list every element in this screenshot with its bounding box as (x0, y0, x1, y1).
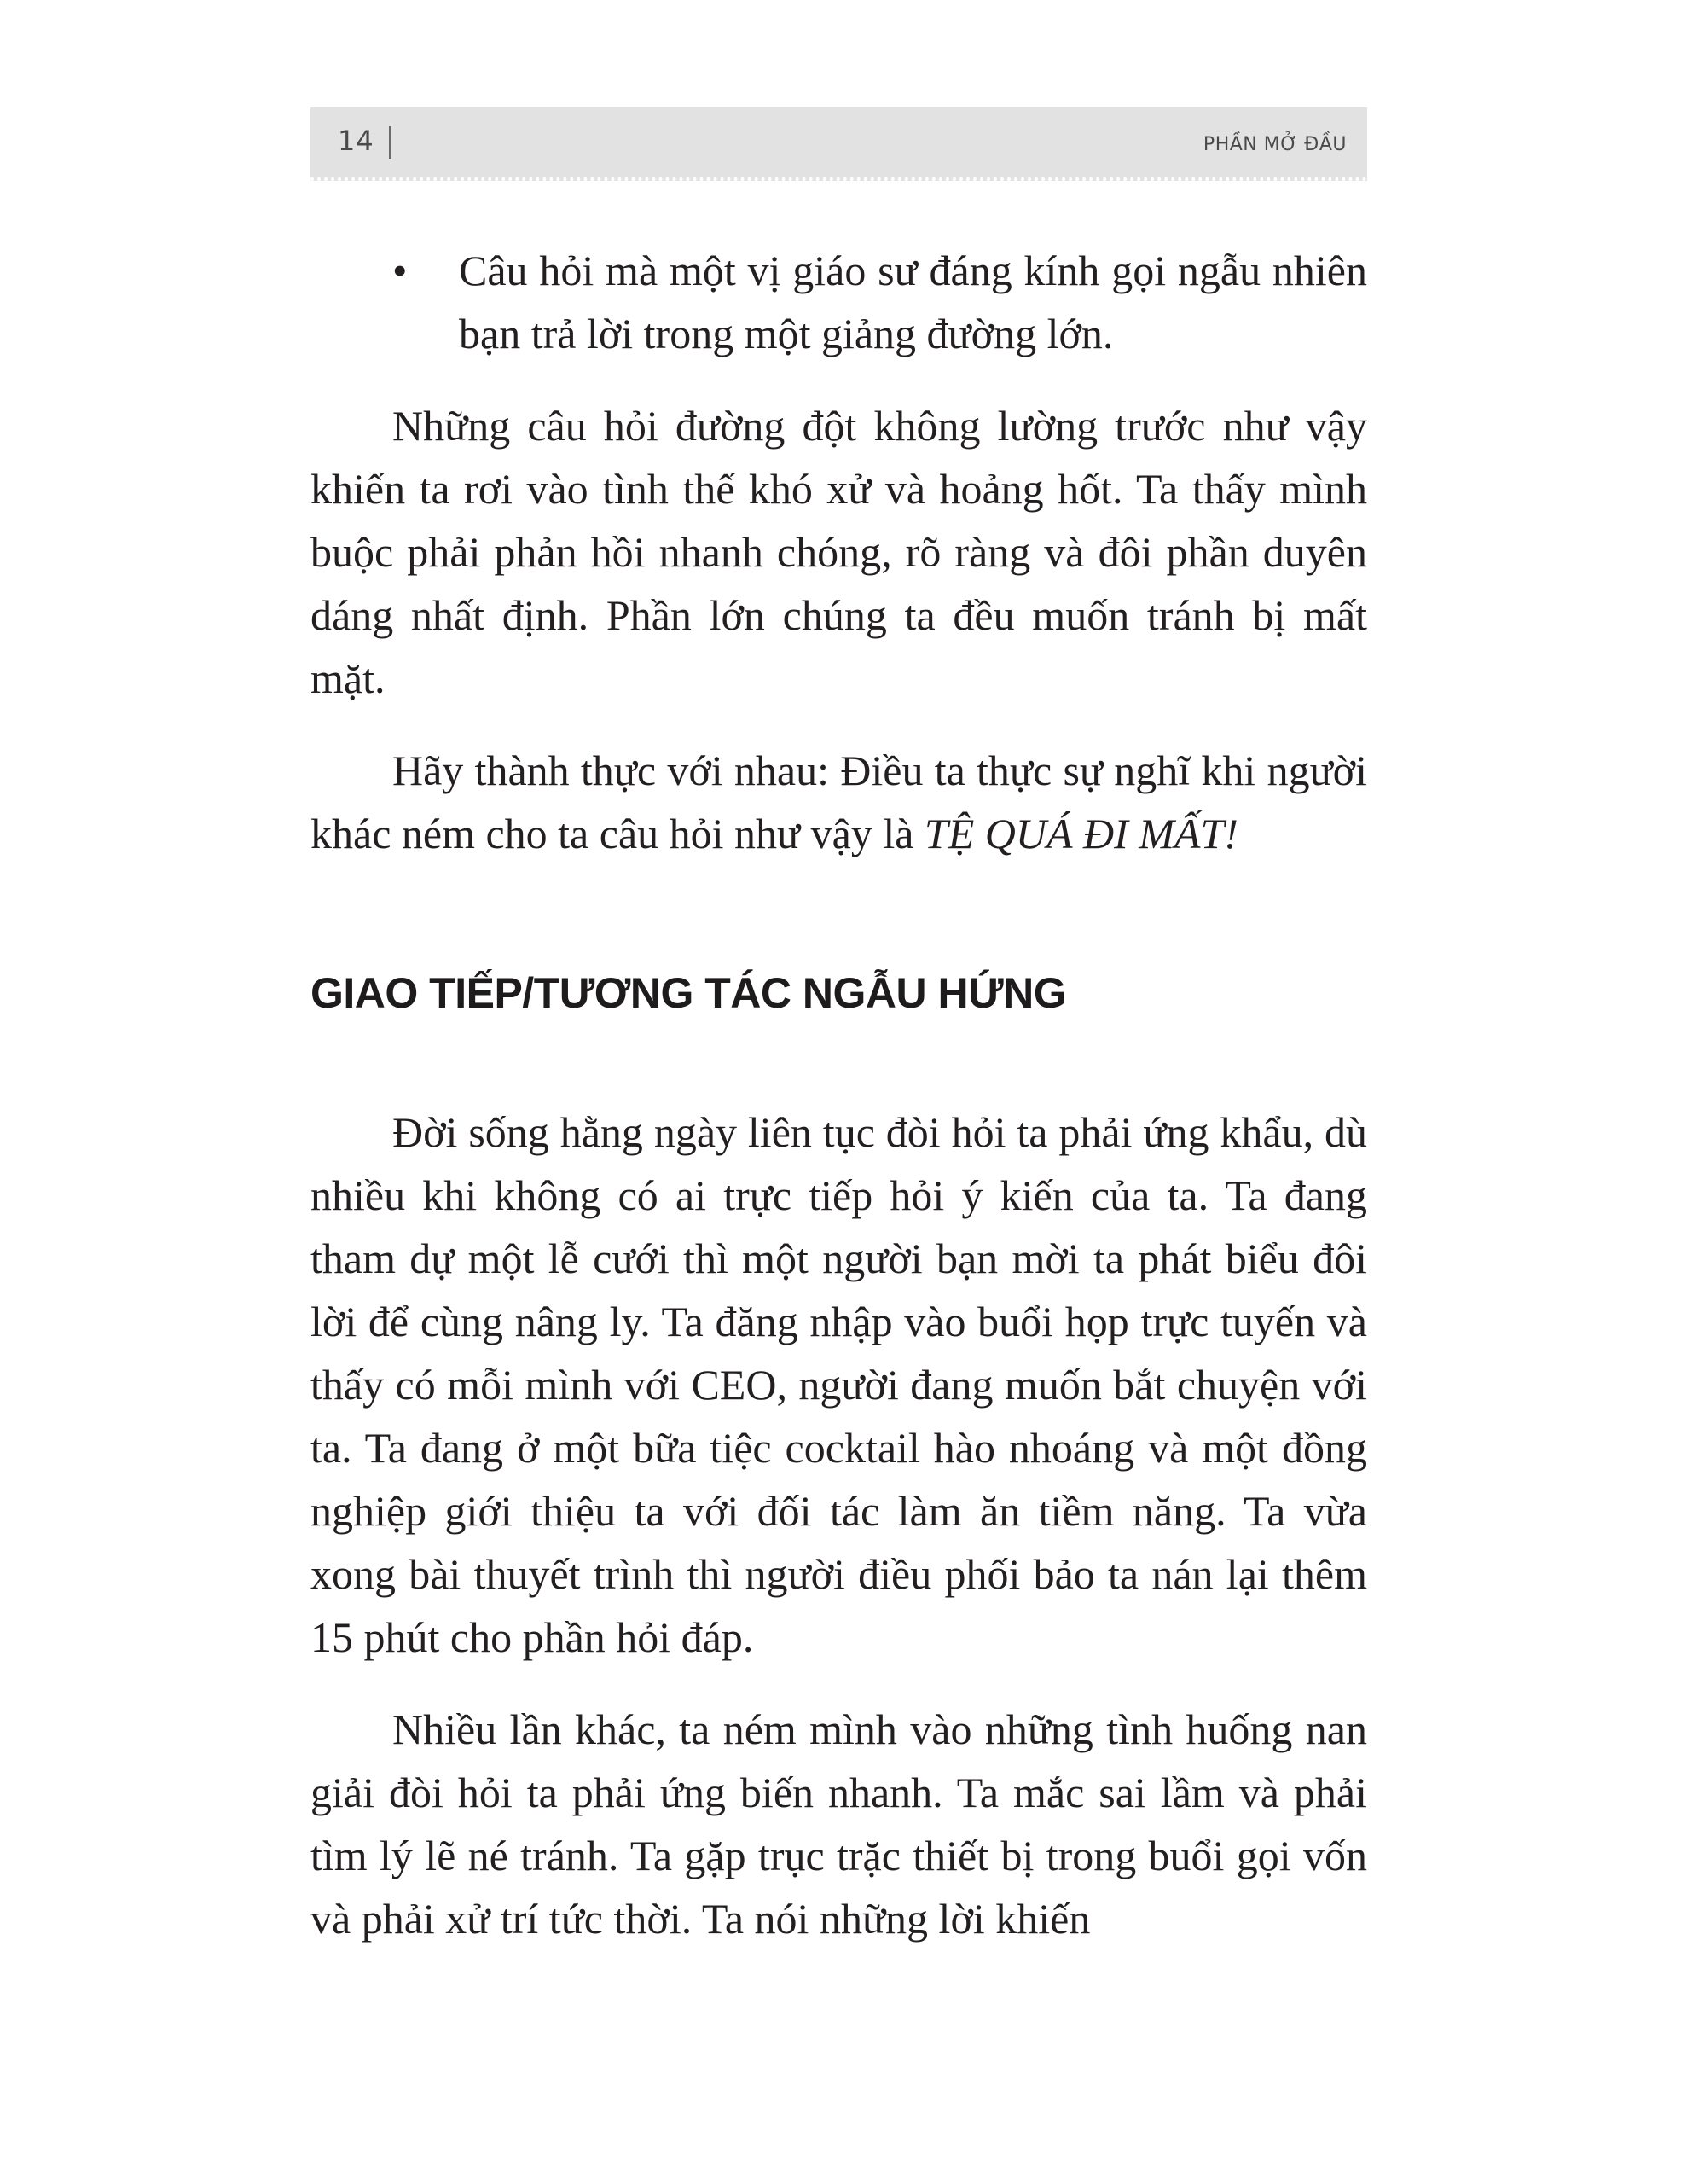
paragraph-honesty-text: Hãy thành thực với nhau: Điều ta thực sự nghĩ khi người khác ném cho ta câu hỏi như vậy là (310, 746, 1367, 857)
header-divider (389, 126, 391, 159)
bullet-icon: • (392, 247, 408, 294)
page-body (310, 239, 1367, 1979)
paragraph-other-times: Nhiều lần khác, ta ném mình vào những tình huống nan giải đòi hỏi ta phải ứng biến nhanh. Ta mắc sai lầm và phải tìm lý lẽ né tránh. Ta gặp trục trặc thiết bị trong buổi gọi vốn và phải xử trí tức thời. Ta nói những lời khiến (310, 1705, 1367, 1943)
running-header (310, 107, 1367, 181)
bullet-text: Câu hỏi mà một vị giáo sư đáng kính gọi ngẫu nhiên bạn trả lời trong một giảng đường lớn. (459, 247, 1367, 357)
paragraph-honesty (310, 739, 1367, 865)
section-title: PHẦN MỞ ĐẦU (1203, 134, 1347, 155)
paragraph-honesty-emphasis: TỆ QUÁ ĐI MẤT! (924, 810, 1238, 857)
page-number: 14 (338, 125, 374, 157)
paragraph-face-saving: Những câu hỏi đường đột không lường trước như vậy khiến ta rơi vào tình thế khó xử và hoảng hốt. Ta thấy mình buộc phải phản hồi nhanh chóng, rõ ràng và đôi phần duyên dáng nhất định. Phần lớn chúng ta đều muốn tránh bị mất mặt. (310, 402, 1367, 702)
paragraph-daily-life: Đời sống hằng ngày liên tục đòi hỏi ta phải ứng khẩu, dù nhiều khi không có ai trực tiếp hỏi ý kiến của ta. Ta đang tham dự một lễ cưới thì một người bạn mời ta phát biểu đôi lời để cùng nâng ly. Ta đăng nhập vào buổi họp trực tuyến và thấy có mỗi mình với CEO, người đang muốn bắt chuyện với ta. Ta đang ở một bữa tiệc cocktail hào nhoáng và một đồng nghiệp giới thiệu ta với đối tác làm ăn tiềm năng. Ta vừa xong bài thuyết trình thì người điều phối bảo ta nán lại thêm 15 phút cho phần hỏi đáp. (310, 1108, 1367, 1661)
section-heading: GIAO TIẾP/TƯƠNG TÁC NGẪU HỨNG (310, 969, 1067, 1017)
bullet-item (310, 239, 1367, 365)
